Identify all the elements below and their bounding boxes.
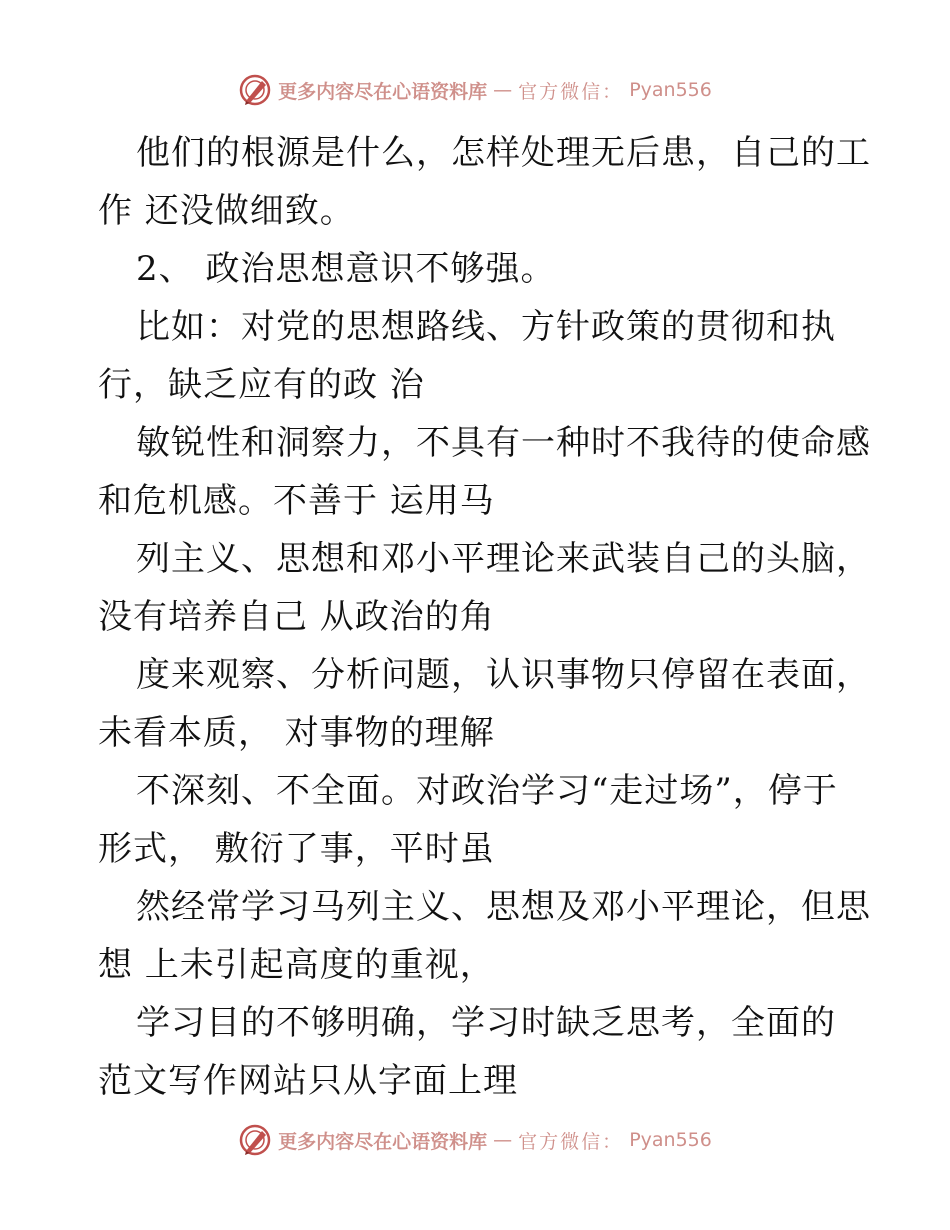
banner-wechat-label: 官方微信： [518,1130,624,1153]
pen-logo-icon [238,1123,272,1157]
text-line: 他们的根源是什么，怎样处理无后患，自己的工 [136,133,871,173]
banner-wechat-id: Pyan556 [629,1129,712,1151]
text-line: 度来观察、分析问题，认识事物只停留在表面， [136,655,871,695]
text-line: 作 还没做细致。 [98,191,355,231]
text-line: 不深刻、不全面。对政治学习“走过场”，停于 [136,771,838,811]
text-line: 范文写作网站只从字面上理 [98,1061,518,1101]
text-line: 然经常学习马列主义、思想及邓小平理论，但思 [136,887,871,927]
body-text [98,124,871,1110]
text-line: 和危机感。不善于 运用马 [98,481,495,521]
text-line: 比如：对党的思想路线、方针政策的贯彻和执 [136,307,836,347]
pen-logo-icon [238,73,272,107]
text-line: 敏锐性和洞察力，不具有一种时不我待的使命感 [136,423,871,463]
header-banner [0,70,950,110]
banner-wechat-label: 官方微信： [518,80,624,103]
footer-banner [0,1120,950,1160]
text-line: 形式， 敷衍了事，平时虽 [98,829,495,869]
banner-title: 更多内容尽在心语资料库 [278,80,488,103]
text-line: 列主义、思想和邓小平理论来武装自己的头脑， [136,539,871,579]
text-line: 2、 政治思想意识不够强。 [136,249,556,289]
banner-separator: — [493,1129,513,1151]
banner-separator: — [493,79,513,101]
text-line: 未看本质， 对事物的理解 [98,713,495,753]
banner-title: 更多内容尽在心语资料库 [278,1130,488,1153]
text-line: 学习目的不够明确，学习时缺乏思考，全面的 [136,1003,836,1043]
text-line: 想 上未引起高度的重视， [98,945,495,985]
banner-wechat-id: Pyan556 [629,79,712,101]
text-line: 没有培养自己 从政治的角 [98,597,495,637]
text-line: 行，缺乏应有的政 治 [98,365,425,405]
